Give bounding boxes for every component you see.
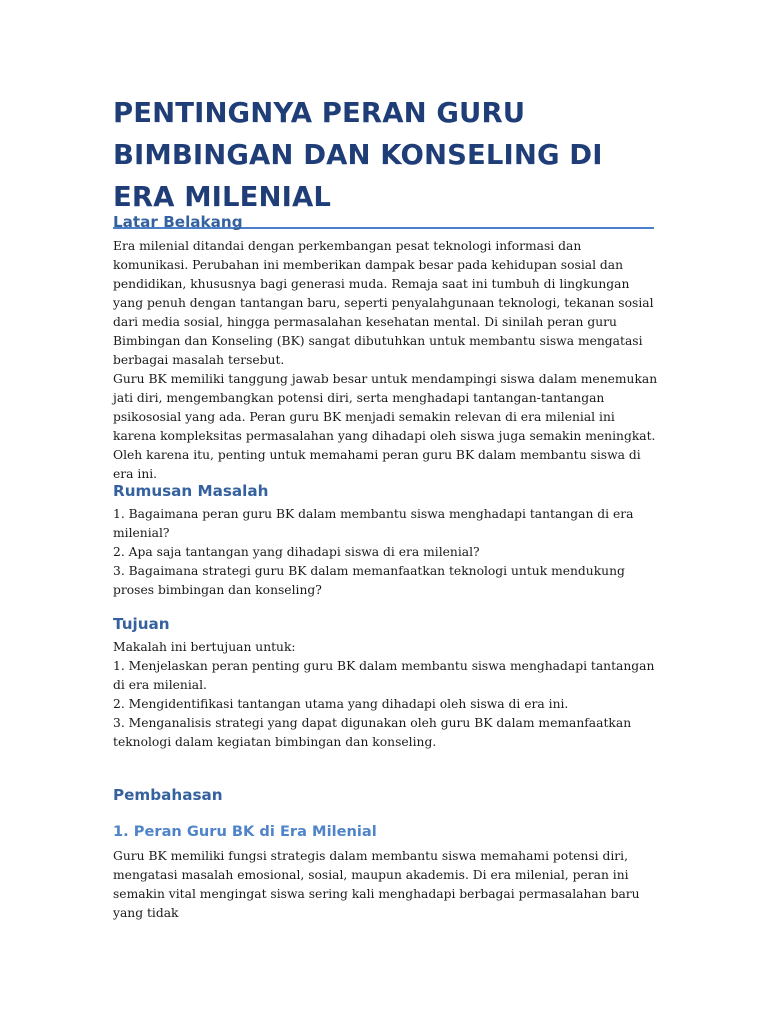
document-title: PENTINGNYA PERAN GURU BIMBINGAN DAN KONSELING DI ERA MILENIAL	[113, 97, 603, 213]
list-item: 2. Apa saja tantangan yang dihadapi siswa di era milenial?	[113, 545, 480, 559]
section-latar-belakang	[113, 212, 658, 484]
list-item: 1. Menjelaskan peran penting guru BK dalam membantu siswa menghadapi tantangan di era milenial.	[113, 659, 655, 692]
subsection-heading: 1. Peran Guru BK di Era Milenial	[113, 823, 377, 840]
paragraph: Guru BK memiliki fungsi strategis dalam membantu siswa memahami potensi diri, mengatasi masalah emosional, sosial, maupun akademis. Di era milenial, peran ini semakin vital mengingat siswa sering kali menghadapi berbagai permasalahan baru yang tidak	[113, 849, 640, 920]
paragraph: Era milenial ditandai dengan perkembangan pesat teknologi informasi dan komunikasi. Perubahan ini memberikan dampak besar pada kehidupan sosial dan pendidikan, khususnya bagi generasi muda. Remaja saat ini tumbuh di lingkungan yang penuh dengan tantangan baru, seperti penyalahgunaan teknologi, tekanan sosial dari media sosial, hingga permasalahan kesehatan mental. Di sinilah peran guru Bimbingan dan Konseling (BK) sangat dibutuhkan untuk membantu siswa mengatasi berbagai masalah tersebut.	[113, 239, 654, 367]
list-item: 2. Mengidentifikasi tantangan utama yang dihadapi oleh siswa di era ini.	[113, 697, 569, 711]
section-heading-tujuan: Tujuan	[113, 615, 170, 633]
subsection-peran-guru-bk	[113, 822, 658, 923]
section-heading-latar-belakang: Latar Belakang	[113, 213, 243, 231]
section-tujuan	[113, 614, 658, 752]
paragraph: Makalah ini bertujuan untuk:	[113, 640, 296, 654]
list-item: 1. Bagaimana peran guru BK dalam membantu siswa menghadapi tantangan di era milenial?	[113, 507, 634, 540]
list-item: 3. Bagaimana strategi guru BK dalam memanfaatkan teknologi untuk mendukung proses bimbingan dan konseling?	[113, 564, 625, 597]
section-pembahasan	[113, 785, 658, 805]
list-item: 3. Menganalisis strategi yang dapat digunakan oleh guru BK dalam memanfaatkan teknologi dalam kegiatan bimbingan dan konseling.	[113, 716, 632, 749]
section-heading-rumusan-masalah: Rumusan Masalah	[113, 482, 269, 500]
section-heading-pembahasan: Pembahasan	[113, 786, 223, 804]
paragraph: Guru BK memiliki tanggung jawab besar untuk mendampingi siswa dalam menemukan jati diri, mengembangkan potensi diri, serta menghadapi tantangan-tantangan psikososial yang ada. Peran guru BK menjadi semakin relevan di era milenial ini karena kompleksitas permasalahan yang dihadapi oleh siswa juga semakin meningkat. Oleh karena itu, penting untuk memahami peran guru BK dalam membantu siswa di era ini.	[113, 372, 658, 481]
section-rumusan-masalah	[113, 481, 658, 600]
